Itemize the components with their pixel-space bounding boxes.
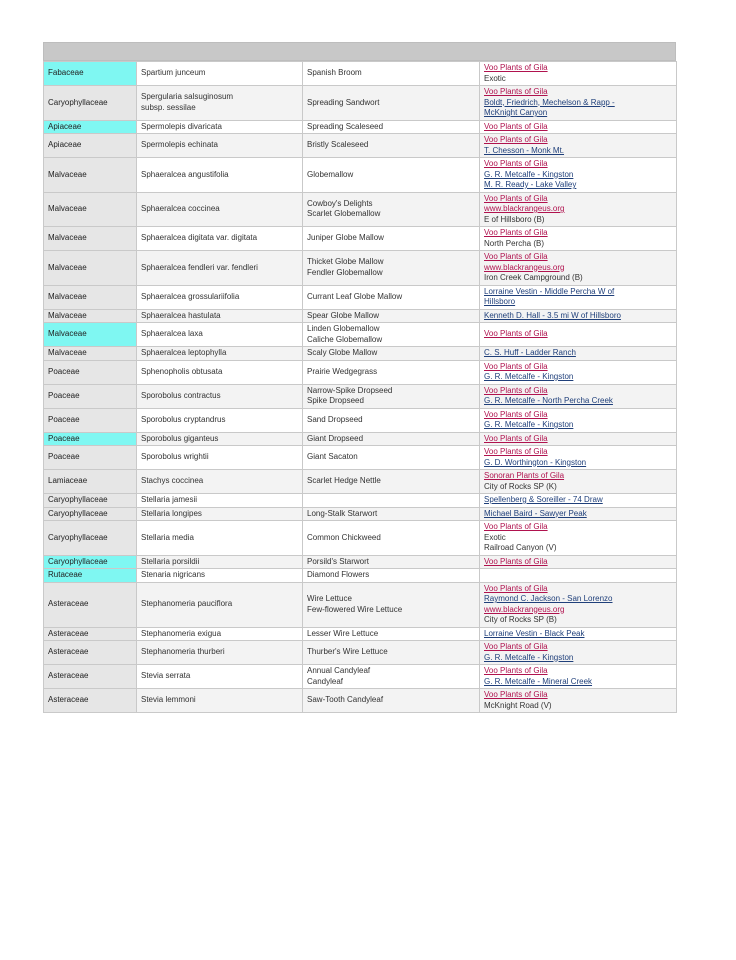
common-name: Thurber's Wire Lettuce <box>307 647 388 657</box>
table-row <box>44 627 677 641</box>
common-name: Scaly Globe Mallow <box>307 348 378 357</box>
family-cell: Malvaceae <box>44 323 137 347</box>
source-link[interactable]: Voo Plants of Gila <box>484 361 548 371</box>
table-row <box>44 62 677 86</box>
common-name-cell <box>303 251 480 286</box>
scientific-name: subsp. sessilae <box>141 102 196 112</box>
table-header-bar <box>43 42 676 61</box>
common-name-cell <box>303 62 480 86</box>
source-cell <box>480 665 677 689</box>
table-row <box>44 494 677 508</box>
source-note: City of Rocks SP (K) <box>484 481 557 491</box>
table-row <box>44 285 677 309</box>
source-cell <box>480 641 677 665</box>
scientific-name: Sporobolus cryptandrus <box>141 414 226 424</box>
source-cell <box>480 251 677 286</box>
scientific-name-cell <box>137 384 303 408</box>
source-link[interactable]: G. R. Metcalfe - North Percha Creek <box>484 396 613 405</box>
family-cell: Malvaceae <box>44 192 137 227</box>
source-link[interactable]: Voo Plants of Gila <box>484 385 548 395</box>
source-cell <box>480 227 677 251</box>
common-name: Few-flowered Wire Lettuce <box>307 604 403 614</box>
table-row <box>44 86 677 121</box>
common-name: Globemallow <box>307 169 354 179</box>
scientific-name: Stevia lemmoni <box>141 695 196 705</box>
family-cell: Asteraceae <box>44 665 137 689</box>
common-name: Long-Stalk Starwort <box>307 508 378 518</box>
source-note: Exotic <box>484 73 506 83</box>
scientific-name: Sphaeralcea leptophylla <box>141 348 227 357</box>
common-name-cell <box>303 347 480 361</box>
source-link[interactable]: Voo Plants of Gila <box>484 252 548 261</box>
common-name-cell <box>303 134 480 158</box>
common-name: Sand Dropseed <box>307 414 363 424</box>
source-link[interactable]: G. R. Metcalfe - Kingston <box>484 169 574 179</box>
common-name: Spreading Scaleseed <box>307 121 384 131</box>
source-link[interactable]: Kenneth D. Hall - 3.5 mi W of Hillsboro <box>484 310 621 320</box>
scientific-name: Spermolepis echinata <box>141 140 218 150</box>
scientific-name: Spermolepis divaricata <box>141 121 222 131</box>
scientific-name-cell <box>137 665 303 689</box>
scientific-name: Sporobolus contractus <box>141 390 221 400</box>
scientific-name: Stachys coccinea <box>141 476 204 486</box>
scientific-name: Stellaria media <box>141 532 194 542</box>
source-link[interactable]: Michael Baird - Sawyer Peak <box>484 508 587 518</box>
source-link[interactable]: G. R. Metcalfe - Kingston <box>484 372 574 381</box>
scientific-name-cell <box>137 360 303 384</box>
family-cell: Malvaceae <box>44 158 137 193</box>
common-name-cell <box>303 470 480 494</box>
common-name-cell <box>303 521 480 556</box>
common-name: Fendler Globemallow <box>307 267 383 277</box>
common-name: Candyleaf <box>307 676 344 686</box>
source-link[interactable]: Voo Plants of Gila <box>484 193 548 203</box>
scientific-name-cell <box>137 158 303 193</box>
common-name-cell <box>303 158 480 193</box>
source-link[interactable]: Lorraine Vestin - Black Peak <box>484 628 585 638</box>
scientific-name: Sphaeralcea grossulariifolia <box>141 291 240 301</box>
common-name-cell <box>303 192 480 227</box>
family-cell: Apiaceae <box>44 120 137 134</box>
source-link[interactable]: Voo Plants of Gila <box>484 329 548 339</box>
source-cell <box>480 158 677 193</box>
table-row <box>44 408 677 432</box>
common-name: Diamond Flowers <box>307 570 370 579</box>
scientific-name: Sphaeralcea coccinea <box>141 204 220 213</box>
common-name: Porsild's Starwort <box>307 556 369 566</box>
table-row <box>44 689 677 713</box>
scientific-name-cell <box>137 446 303 470</box>
source-link[interactable]: Lorraine Vestin - Middle Percha W of <box>484 286 615 296</box>
table-row <box>44 569 677 583</box>
scientific-name-cell <box>137 227 303 251</box>
family-cell: Poaceae <box>44 384 137 408</box>
common-name: Wire Lettuce <box>307 594 352 603</box>
common-name-cell <box>303 665 480 689</box>
common-name: Spreading Sandwort <box>307 97 380 107</box>
source-link[interactable]: G. D. Worthington - Kingston <box>484 457 587 467</box>
common-name-cell <box>303 494 480 508</box>
table-row <box>44 384 677 408</box>
source-link[interactable]: Voo Plants of Gila <box>484 642 548 651</box>
source-link[interactable]: Voo Plants of Gila <box>484 87 548 96</box>
source-cell <box>480 309 677 323</box>
source-cell <box>480 347 677 361</box>
source-link[interactable]: Voo Plants of Gila <box>484 135 548 144</box>
source-note: North Percha (B) <box>484 238 545 248</box>
scientific-name-cell <box>137 285 303 309</box>
source-cell <box>480 521 677 556</box>
source-link[interactable]: Spellenberg & Soreiller - 74 Draw <box>484 495 603 504</box>
scientific-name-cell <box>137 641 303 665</box>
table-row <box>44 251 677 286</box>
common-name-cell <box>303 507 480 521</box>
common-name: Juniper Globe Mallow <box>307 233 384 243</box>
table-row <box>44 158 677 193</box>
source-cell <box>480 689 677 713</box>
scientific-name: Sporobolus wrightii <box>141 452 209 462</box>
common-name-cell <box>303 86 480 121</box>
scientific-name: Sphaeralcea laxa <box>141 329 203 339</box>
table-row <box>44 555 677 569</box>
source-link[interactable]: Voo Plants of Gila <box>484 690 548 699</box>
common-name-cell <box>303 582 480 627</box>
species-table <box>43 61 677 713</box>
source-link[interactable]: G. R. Metcalfe - Mineral Creek <box>484 676 593 686</box>
common-name: Linden Globemallow <box>307 324 380 333</box>
table-row <box>44 120 677 134</box>
table-row <box>44 360 677 384</box>
scientific-name-cell <box>137 432 303 446</box>
scientific-name-cell <box>137 582 303 627</box>
scientific-name-cell <box>137 494 303 508</box>
source-link[interactable]: Sonoran Plants of Gila <box>484 471 565 480</box>
source-note: McKnight Road (V) <box>484 700 552 710</box>
table-row <box>44 641 677 665</box>
scientific-name: Spartium junceum <box>141 68 206 78</box>
family-cell: Malvaceae <box>44 347 137 361</box>
scientific-name-cell <box>137 627 303 641</box>
source-link[interactable]: Voo Plants of Gila <box>484 583 548 593</box>
common-name: Thicket Globe Mallow <box>307 257 384 267</box>
table-row <box>44 470 677 494</box>
source-link[interactable]: Voo Plants of Gila <box>484 409 548 419</box>
family-cell: Lamiaceae <box>44 470 137 494</box>
scientific-name-cell <box>137 86 303 121</box>
common-name: Spanish Broom <box>307 68 362 78</box>
table-row <box>44 582 677 627</box>
common-name-cell <box>303 555 480 569</box>
common-name: Common Chickweed <box>307 532 381 542</box>
common-name: Scarlet Hedge Nettle <box>307 476 381 486</box>
common-name-cell <box>303 323 480 347</box>
scientific-name: Sporobolus giganteus <box>141 433 219 443</box>
table-row <box>44 521 677 556</box>
family-cell: Malvaceae <box>44 251 137 286</box>
family-cell: Apiaceae <box>44 134 137 158</box>
scientific-name-cell <box>137 408 303 432</box>
source-link[interactable]: Voo Plants of Gila <box>484 159 548 168</box>
common-name-cell <box>303 569 480 583</box>
family-cell: Asteraceae <box>44 582 137 627</box>
common-name-cell <box>303 641 480 665</box>
scientific-name-cell <box>137 521 303 556</box>
source-cell <box>480 192 677 227</box>
source-link[interactable]: www.blackrangeus.org <box>484 604 565 614</box>
family-cell: Malvaceae <box>44 285 137 309</box>
family-cell: Caryophyllaceae <box>44 507 137 521</box>
scientific-name: Stevia serrata <box>141 671 191 681</box>
scientific-name-cell <box>137 323 303 347</box>
common-name-cell <box>303 689 480 713</box>
source-link[interactable]: McKnight Canyon <box>484 108 548 117</box>
scientific-name-cell <box>137 569 303 583</box>
common-name: Spike Dropseed <box>307 396 364 405</box>
source-link[interactable]: Raymond C. Jackson - San Lorenzo <box>484 594 613 603</box>
common-name: Narrow-Spike Dropseed <box>307 385 393 395</box>
source-cell <box>480 323 677 347</box>
source-note: E of Hillsboro (B) <box>484 214 545 224</box>
source-cell <box>480 470 677 494</box>
table-row <box>44 665 677 689</box>
source-cell <box>480 627 677 641</box>
source-link[interactable]: Voo Plants of Gila <box>484 228 548 237</box>
family-cell: Poaceae <box>44 432 137 446</box>
common-name-cell <box>303 408 480 432</box>
scientific-name: Sphaeralcea fendleri var. fendleri <box>141 262 258 272</box>
table-row <box>44 323 677 347</box>
family-cell: Rutaceae <box>44 569 137 583</box>
source-cell <box>480 446 677 470</box>
source-link[interactable]: Voo Plants of Gila <box>484 63 548 72</box>
source-cell <box>480 134 677 158</box>
family-cell: Poaceae <box>44 446 137 470</box>
common-name: Giant Sacaton <box>307 452 358 462</box>
plant-list-page <box>43 42 676 713</box>
scientific-name-cell <box>137 62 303 86</box>
source-link[interactable]: M. R. Ready - Lake Valley <box>484 180 577 189</box>
scientific-name: Stephanomeria thurberi <box>141 647 225 657</box>
table-row <box>44 347 677 361</box>
scientific-name: Stellaria jamesii <box>141 495 198 504</box>
scientific-name: Stephanomeria exigua <box>141 628 222 638</box>
source-link[interactable]: Voo Plants of Gila <box>484 556 548 566</box>
common-name: Currant Leaf Globe Mallow <box>307 291 403 301</box>
common-name-cell <box>303 309 480 323</box>
family-cell: Caryophyllaceae <box>44 521 137 556</box>
source-link[interactable]: T. Chesson - Monk Mt. <box>484 145 565 155</box>
common-name: Saw-Tooth Candyleaf <box>307 695 384 705</box>
scientific-name: Sphaeralcea angustifolia <box>141 169 229 179</box>
common-name: Annual Candyleaf <box>307 666 371 675</box>
family-cell: Poaceae <box>44 408 137 432</box>
common-name-cell <box>303 227 480 251</box>
source-cell <box>480 360 677 384</box>
scientific-name-cell <box>137 134 303 158</box>
source-note: City of Rocks SP (B) <box>484 615 557 624</box>
common-name: Lesser Wire Lettuce <box>307 628 379 638</box>
common-name: Giant Dropseed <box>307 433 364 443</box>
common-name: Cowboy's Delights <box>307 198 373 208</box>
scientific-name: Stellaria porsildii <box>141 556 200 566</box>
scientific-name: Sphaeralcea digitata var. digitata <box>141 233 258 243</box>
source-link[interactable]: Voo Plants of Gila <box>484 121 548 131</box>
scientific-name-cell <box>137 470 303 494</box>
common-name-cell <box>303 384 480 408</box>
scientific-name-cell <box>137 192 303 227</box>
family-cell: Caryophyllaceae <box>44 86 137 121</box>
family-cell: Malvaceae <box>44 309 137 323</box>
common-name: Bristly Scaleseed <box>307 140 369 150</box>
table-row <box>44 309 677 323</box>
table-row <box>44 134 677 158</box>
source-note: Iron Creek Campground (B) <box>484 273 583 282</box>
source-link[interactable]: Voo Plants of Gila <box>484 666 548 675</box>
source-cell <box>480 569 677 583</box>
common-name-cell <box>303 446 480 470</box>
source-cell <box>480 432 677 446</box>
family-cell: Fabaceae <box>44 62 137 86</box>
source-link[interactable]: Voo Plants of Gila <box>484 447 548 456</box>
common-name-cell <box>303 432 480 446</box>
source-link[interactable]: Hillsboro <box>484 297 516 306</box>
scientific-name-cell <box>137 507 303 521</box>
source-cell <box>480 582 677 627</box>
common-name: Scarlet Globemallow <box>307 209 381 219</box>
scientific-name-cell <box>137 555 303 569</box>
scientific-name-cell <box>137 689 303 713</box>
table-row <box>44 446 677 470</box>
source-cell <box>480 62 677 86</box>
scientific-name-cell <box>137 251 303 286</box>
scientific-name-cell <box>137 120 303 134</box>
source-note: Railroad Canyon (V) <box>484 543 557 552</box>
source-cell <box>480 408 677 432</box>
common-name-cell <box>303 360 480 384</box>
scientific-name-cell <box>137 309 303 323</box>
source-cell <box>480 494 677 508</box>
source-link[interactable]: C. S. Huff - Ladder Ranch <box>484 348 576 357</box>
table-row <box>44 432 677 446</box>
family-cell: Malvaceae <box>44 227 137 251</box>
family-cell: Asteraceae <box>44 641 137 665</box>
table-row <box>44 507 677 521</box>
scientific-name: Sphenopholis obtusata <box>141 366 223 376</box>
common-name-cell <box>303 285 480 309</box>
source-cell <box>480 507 677 521</box>
family-cell: Caryophyllaceae <box>44 494 137 508</box>
table-row <box>44 227 677 251</box>
common-name: Caliche Globemallow <box>307 334 383 344</box>
table-row <box>44 192 677 227</box>
source-link[interactable]: www.blackrangeus.org <box>484 262 565 272</box>
scientific-name: Stellaria longipes <box>141 508 202 518</box>
source-link[interactable]: G. R. Metcalfe - Kingston <box>484 652 574 662</box>
common-name-cell <box>303 627 480 641</box>
family-cell: Caryophyllaceae <box>44 555 137 569</box>
source-link[interactable]: G. R. Metcalfe - Kingston <box>484 420 574 429</box>
source-link[interactable]: Voo Plants of Gila <box>484 522 548 531</box>
common-name: Prairie Wedgegrass <box>307 366 378 376</box>
scientific-name: Stenaria nigricans <box>141 570 206 579</box>
source-cell <box>480 86 677 121</box>
source-cell <box>480 555 677 569</box>
source-cell <box>480 384 677 408</box>
source-link[interactable]: Voo Plants of Gila <box>484 433 548 443</box>
source-link[interactable]: www.blackrangeus.org <box>484 204 565 213</box>
scientific-name: Stephanomeria pauciflora <box>141 599 233 609</box>
common-name: Spear Globe Mallow <box>307 310 380 320</box>
scientific-name: Spergularia salsuginosum <box>141 92 234 102</box>
source-cell <box>480 120 677 134</box>
family-cell: Asteraceae <box>44 689 137 713</box>
scientific-name: Sphaeralcea hastulata <box>141 310 221 320</box>
family-cell: Asteraceae <box>44 627 137 641</box>
source-link[interactable]: Boldt, Friedrich, Mechelson & Rapp - <box>484 97 615 107</box>
source-note: Exotic <box>484 532 506 542</box>
source-cell <box>480 285 677 309</box>
family-cell: Poaceae <box>44 360 137 384</box>
common-name-cell <box>303 120 480 134</box>
scientific-name-cell <box>137 347 303 361</box>
